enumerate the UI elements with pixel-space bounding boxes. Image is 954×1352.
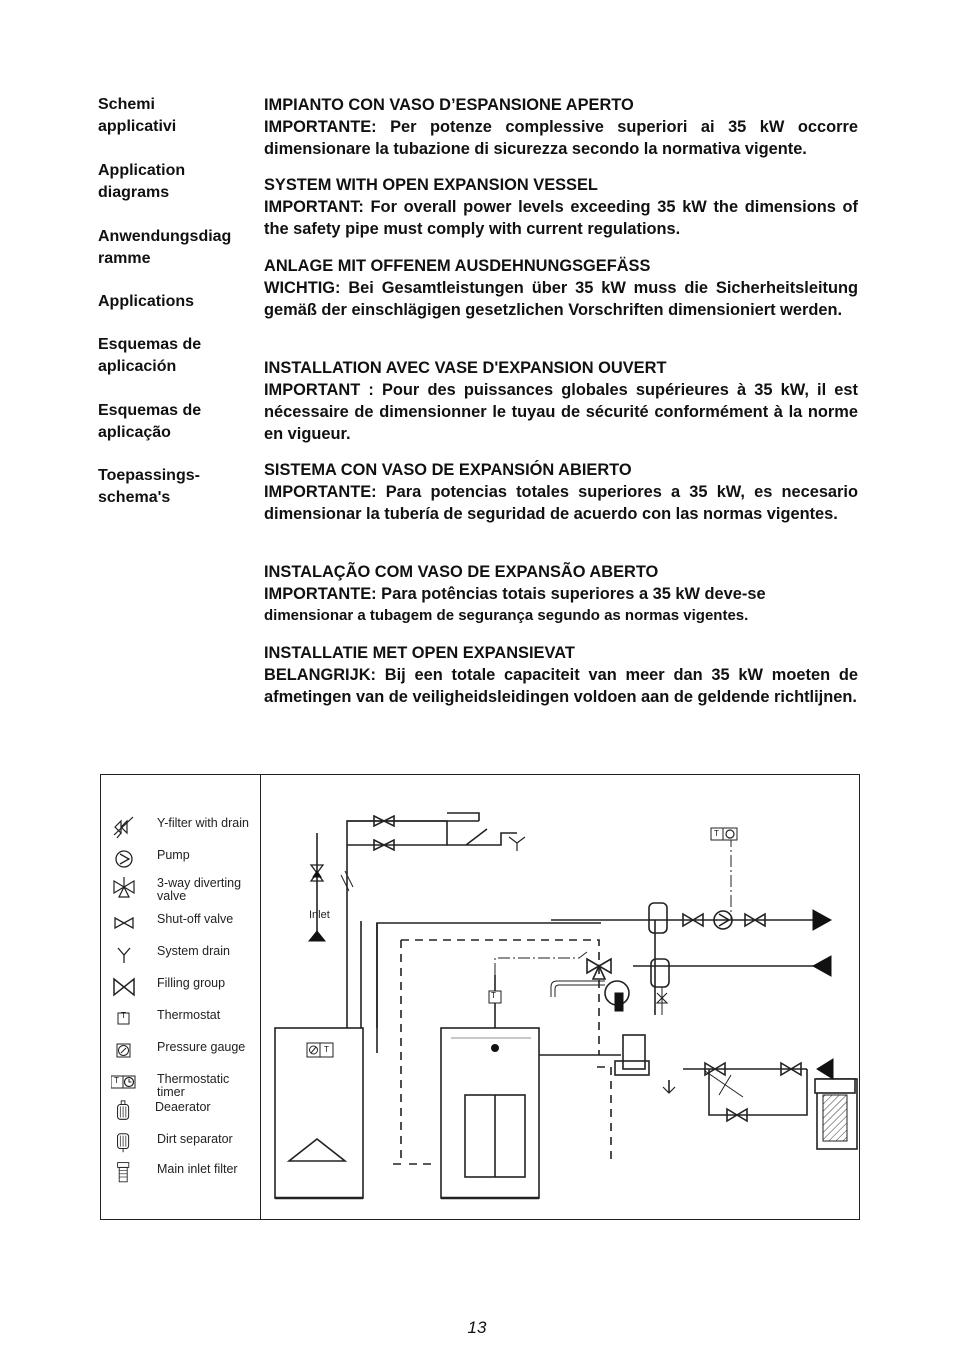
section-pt: [264, 561, 858, 627]
legend-label: Dirt separator: [157, 1132, 233, 1146]
section-de: [264, 255, 858, 321]
inlet-label: Inlet: [309, 909, 330, 921]
legend-item: [111, 1037, 257, 1063]
section-body: IMPORTANT: For overall power levels exceeding 35 kW the dimensions of the safety pipe must comply with current regulations.: [264, 198, 858, 238]
legend-label: Pressure gauge: [157, 1040, 246, 1054]
legend-label: Shut-off valve: [157, 912, 234, 926]
legend-label: Pump: [157, 848, 190, 862]
system-drain-icon: [111, 943, 137, 967]
sidebar-title-nl: Toepassings- schema's: [98, 467, 200, 506]
section-it: [264, 94, 858, 160]
thermostat-letter: T: [121, 1011, 126, 1020]
legend-item: [111, 941, 257, 967]
legend-item: [111, 1069, 257, 1099]
legend-label: Y-filter with drain: [157, 816, 249, 830]
legend-item: [111, 813, 257, 839]
filling-group-icon: [111, 975, 137, 999]
section-heading: INSTALLATION AVEC VASE D'EXPANSION OUVERT: [264, 359, 667, 377]
section-es: [264, 459, 858, 525]
deaerator-icon: [111, 1099, 137, 1123]
legend-label: Main inlet filter: [157, 1162, 238, 1176]
legend-item: [111, 1097, 257, 1123]
main-inlet-filter-icon: [111, 1161, 137, 1185]
section-en: [264, 174, 858, 240]
dirt-separator-icon: [111, 1131, 137, 1155]
thermostat-letter: T: [491, 991, 496, 1000]
diagram-legend: [101, 775, 261, 1219]
section-heading: SISTEMA CON VASO DE EXPANSIÓN ABIERTO: [264, 461, 632, 479]
section-heading: IMPIANTO CON VASO D’ESPANSIONE APERTO: [264, 96, 634, 114]
thermostat-letter: T: [324, 1045, 329, 1054]
installation-diagram: [100, 774, 860, 1220]
sidebar-title-it: Schemi applicativi: [98, 96, 177, 135]
legend-item: [111, 873, 257, 903]
pump-icon: [111, 847, 137, 871]
section-heading: INSTALAÇÃO COM VASO DE EXPANSÃO ABERTO: [264, 563, 659, 581]
sidebar-title-es: Esquemas de aplicación: [98, 336, 202, 375]
shutoff-valve-icon: [111, 911, 137, 935]
page-number: 13: [467, 1318, 487, 1337]
legend-label: Deaerator: [155, 1100, 211, 1114]
sidebar-title-en: Application diagrams: [98, 162, 186, 201]
sidebar-title-de: Anwendungsdiag ramme: [98, 228, 232, 267]
section-body: IMPORTANTE: Para potencias totales superiores a 35 kW, es necesario dimensionar la tubería de seguridad de acuerdo con las normas vigentes.: [264, 483, 858, 523]
legend-item: [111, 1129, 257, 1155]
section-body: WICHTIG: Bei Gesamtleistungen über 35 kW muss die Sicherheitsleitung gemäß der einschlägigen gesetzlichen Vorschriften dimensioniert werden.: [264, 279, 858, 319]
legend-item: [111, 909, 257, 935]
legend-label: 3-way diverting valve: [157, 876, 242, 903]
legend-item: [111, 1159, 257, 1185]
section-heading: INSTALLATIE MET OPEN EXPANSIEVAT: [264, 644, 575, 662]
thermostat-letter: T: [714, 829, 719, 838]
section-body: IMPORTANTE: Para potências totais superiores a 35 kW deve-se: [264, 585, 766, 603]
section-heading: ANLAGE MIT OFFENEM AUSDEHNUNGSGEFÄSS: [264, 257, 651, 275]
legend-label: Filling group: [157, 976, 226, 990]
legend-item: [111, 845, 257, 871]
section-heading: SYSTEM WITH OPEN EXPANSION VESSEL: [264, 176, 598, 194]
section-body: IMPORTANT : Pour des puissances globales supérieures à 35 kW, il est nécessaire de dimensionner le tuyau de sécurité conformément à la norme en vigueur.: [264, 381, 858, 443]
legend-label: System drain: [157, 944, 230, 958]
sidebar-title-pt: Esquemas de aplicação: [98, 402, 202, 441]
thermostat-letter: T: [114, 1076, 119, 1085]
three-way-valve-icon: [111, 875, 137, 899]
section-body: IMPORTANTE: Per potenze complessive superiori ai 35 kW occorre dimensionare la tubazione di sicurezza secondo la normativa vigente.: [264, 118, 858, 158]
legend-label: Thermostat: [157, 1008, 221, 1022]
hydraulic-schematic: [261, 775, 859, 1219]
pressure-gauge-icon: [111, 1039, 137, 1063]
section-nl: [264, 642, 858, 708]
section-fr: [264, 357, 858, 445]
legend-item: [111, 1005, 257, 1031]
sidebar-title-fr: Applications: [98, 293, 195, 310]
legend-label: Thermostatic timer: [157, 1072, 230, 1099]
section-body: BELANGRIJK: Bij een totale capaciteit van meer dan 35 kW moeten de afmetingen van de veiligheidsleidingen voldoen aan de geldende richtlijnen.: [264, 666, 858, 706]
section-body-small: dimensionar a tubagem de segurança segundo as normas vigentes.: [264, 607, 749, 624]
legend-item: [111, 973, 257, 999]
y-filter-icon: [111, 815, 137, 839]
